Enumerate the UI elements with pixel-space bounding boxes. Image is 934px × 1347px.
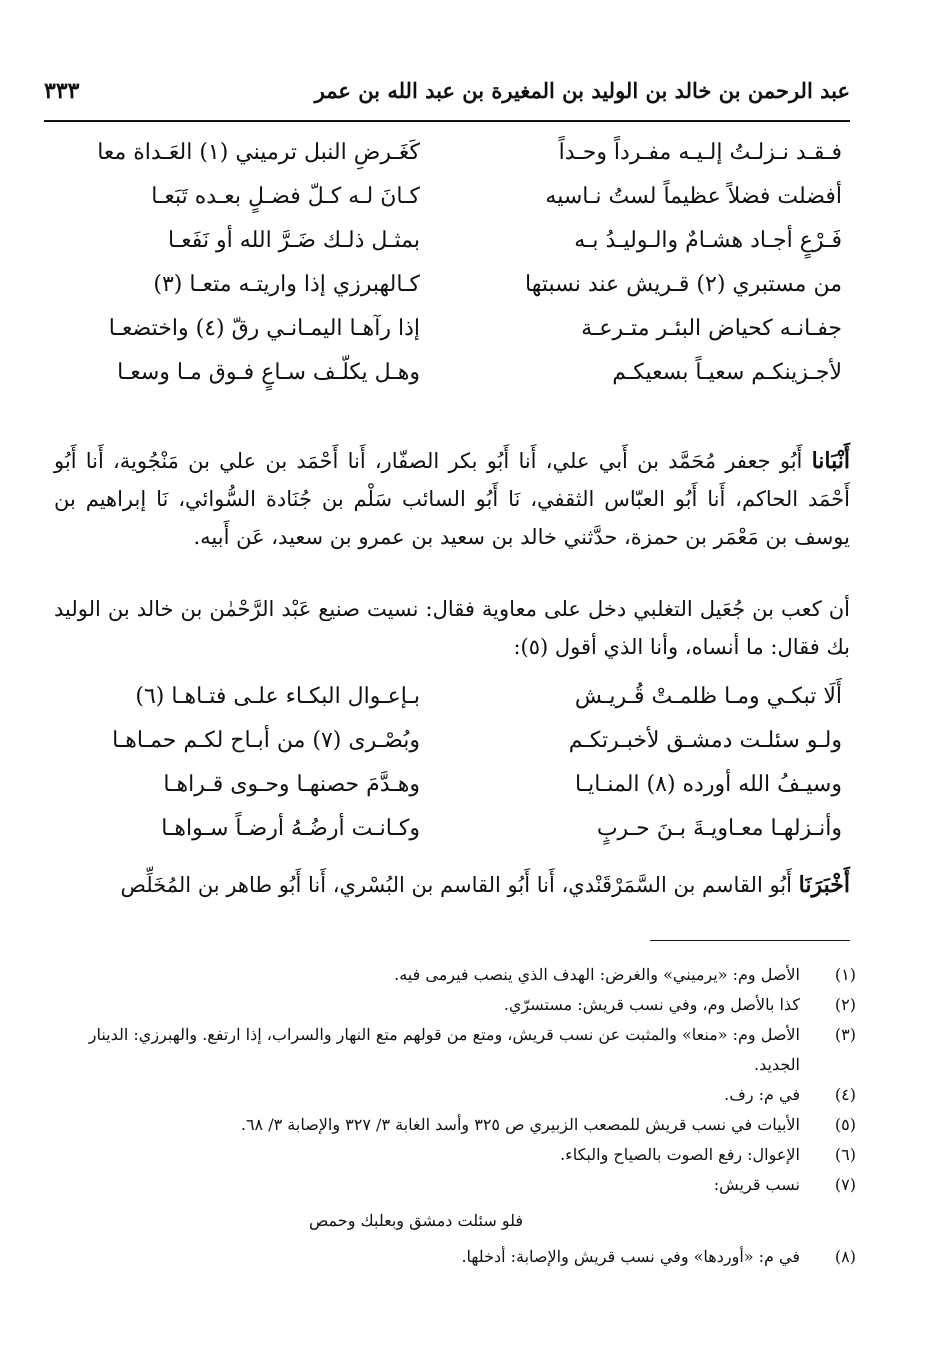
verse — [60, 316, 842, 360]
footnote-number: (٨) — [834, 1247, 856, 1266]
hemistich-first: فـقـد نـزلـتُ إلـيـه مفـرداً وحـداً — [558, 140, 842, 165]
hemistich-first: أَلَا تبكـي ومـا ظلمـتْ قُـريـش — [574, 684, 842, 709]
story-paragraph — [54, 590, 850, 666]
footnote — [56, 960, 856, 990]
hemistich-first: لأجـزينكـم سعيـاً بسعيكـم — [612, 360, 842, 385]
isnad-text: أَبُو جعفر مُحَمَّد بن أَبي علي، أَنا أَبُو بكر الصفّار، أَنا أَحْمَد بن علي بن مَنْجُوية، أَنا أَبُو أَحْمَد الحاكم، أَنا أَبُو العبّاس الثقفي، نَا أَبُو السائب سَلْم بن جُنَادة السُّوائي، نَا إبراهيم بن يوسف بن مَعْمَر بن حمزة، حدَّثني خالد بن سعيد بن عمرو بن سعيد، عَن أَبيه. — [54, 449, 850, 549]
hemistich-first: أفضلت فضلاً عظيماً لستُ نـاسيه — [545, 184, 842, 209]
isnad-text: أَبُو القاسم بن السَّمَرْقَنْدي، أَنا أَبُو القاسم بن البُسْري، أَنا أَبُو طاهر بن المُخَلِّص — [120, 873, 799, 897]
footnote — [56, 1242, 856, 1272]
footnote — [56, 1080, 856, 1110]
footnote-number: (٣) — [834, 1025, 856, 1044]
footnote-number: (٢) — [834, 995, 856, 1014]
verse — [60, 140, 842, 184]
footnote-text: نسب قريش: — [713, 1175, 800, 1194]
footnote-text: في م: «أوردها» وفي نسب قريش والإصابة: أدخلها. — [461, 1247, 800, 1266]
verse — [60, 272, 842, 316]
footnote — [56, 990, 856, 1020]
hemistich-second: إذا رآهـا اليمـانـي رقّ (٤) واختضعـا — [108, 316, 420, 341]
hemistich-second: كَغَـرضِ النبل ترميني (١) العَـداة معا — [97, 140, 420, 165]
footnote — [56, 1020, 856, 1080]
footnote-text: في م: رف. — [724, 1085, 800, 1104]
poem-2 — [60, 684, 842, 860]
poem-1 — [60, 140, 842, 404]
story-text: أن كعب بن جُعَيل التغلبي دخل على معاوية فقال: نسيت صنيع عَبْد الرَّحْمٰن بن خالد بن الوليد بك فقال: ما أنساه، وأنا الذي أقول (٥): — [54, 597, 850, 659]
isnad-lead-word: أَخْبَرَنَا — [798, 872, 850, 898]
footnote-number: (٧) — [834, 1175, 856, 1194]
hemistich-second: كـانَ لـه كـلّ فضـلٍ بعـده تَبَعـا — [151, 184, 420, 209]
verse — [60, 184, 842, 228]
footnote — [56, 1170, 856, 1200]
isnad-lead-word: أَنْبَانا — [811, 448, 850, 474]
hemistich-first: فَـرْعٍ أجـاد هشـامٌ والـوليـدُ بـه — [574, 228, 842, 253]
hemistich-second: كـالهبرزي إذا واريتـه متعـا (٣) — [153, 272, 420, 297]
footnote — [56, 1110, 856, 1140]
footnote-number: (٤) — [834, 1085, 856, 1104]
page-number: ٣٣٣ — [44, 78, 80, 104]
verse — [60, 360, 842, 404]
footnote-number: (٥) — [834, 1115, 856, 1134]
verse — [60, 772, 842, 816]
isnad-paragraph-1 — [54, 442, 850, 556]
isnad-paragraph-2 — [54, 866, 850, 904]
hemistich-second: وهـل يكلّـف سـاعٍ فـوق مـا وسعـا — [117, 360, 420, 385]
footnote-text: الأصل وم: «يرميني» والغرض: الهدف الذي ينصب فيرمى فيه. — [394, 965, 800, 984]
hemistich-first: وسيـفُ الله أورده (٨) المنـايـا — [574, 772, 842, 797]
footnote — [56, 1140, 856, 1170]
running-header — [44, 72, 850, 122]
hemistich-first: جفـانـه كحياض البئـر متـرعـة — [581, 316, 842, 341]
verse — [60, 728, 842, 772]
verse — [60, 684, 842, 728]
footnote-text: الأبيات في نسب قريش للمصعب الزبيري ص ٣٢٥ وأسد الغابة ٣/ ٣٢٧ والإصابة ٣/ ٦٨. — [240, 1115, 800, 1134]
hemistich-second: وبُصْـرى (٧) من أبـاح لكـم حمـاهـا — [112, 728, 420, 753]
hemistich-first: من مستبري (٢) قـريش عند نسبتها — [524, 272, 842, 297]
footnote-text: كذا بالأصل وم، وفي نسب قريش: مستسرّي. — [503, 995, 800, 1014]
footnote-text: الإعوال: رفع الصوت بالصياح والبكاء. — [560, 1145, 800, 1164]
footnote-separator — [650, 940, 850, 941]
hemistich-second: وهـدَّمَ حصنهـا وحـوى قـراهـا — [163, 772, 420, 797]
footnotes — [56, 960, 856, 1272]
hemistich-second: بـإعـوال البكـاء علـى فتـاهـا (٦) — [135, 684, 420, 709]
hemistich-first: ولـو سئلـت دمشـق لأخبـرتكـم — [568, 728, 842, 753]
footnote-number: (١) — [834, 965, 856, 984]
footnote-number: (٦) — [834, 1145, 856, 1164]
header-title: عبد الرحمن بن خالد بن الوليد بن المغيرة بن عبد الله بن عمر — [314, 78, 850, 103]
footnote-verse: فلو سئلت دمشق وبعلبك وحمص — [308, 1211, 524, 1230]
hemistich-second: بمثـل ذلـك ضَـرَّ الله أو نَفَعـا — [168, 228, 420, 253]
footnote-text: الأصل وم: «منعا» والمثبت عن نسب قريش، ومتع من قولهم متع النهار والسراب، إذا ارتفع. والهبرزي: الدينار الجديد. — [88, 1025, 800, 1074]
verse — [60, 816, 842, 860]
hemistich-second: وكـانـت أرضُـهُ أرضـاً سـواهـا — [161, 816, 420, 841]
hemistich-first: وأنـزلهـا معـاويـةَ بـنَ حـربٍ — [596, 816, 842, 841]
verse — [60, 228, 842, 272]
